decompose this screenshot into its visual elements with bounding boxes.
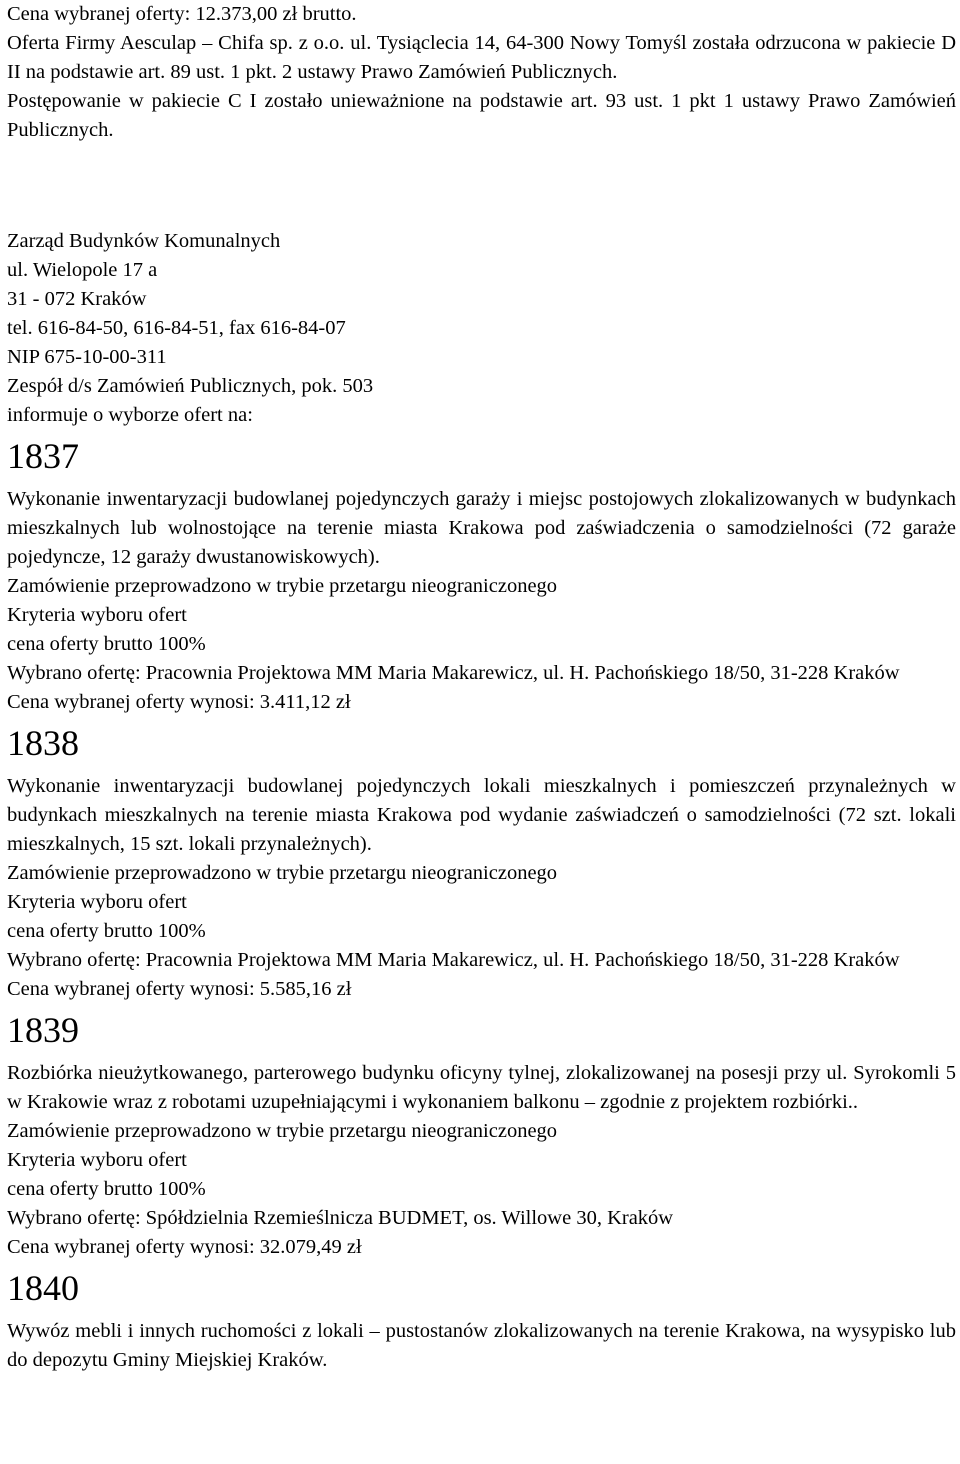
tender-mode: Zamówienie przeprowadzono w trybie przetargu nieograniczonego: [7, 862, 558, 884]
document-page: [7, 0, 956, 1375]
price-line: Cena wybranej oferty wynosi: 32.079,49 zł: [7, 1236, 362, 1258]
criteria-value: cena oferty brutto 100%: [7, 1178, 206, 1200]
tender-description: Wywóz mebli i innych ruchomości z lokali – pustostanów zlokalizowanych na terenie Krakowa, na wysypisko lub do depozytu Gminy Miejskiej Kraków.: [7, 1320, 956, 1371]
tender-number: 1837: [7, 436, 79, 476]
winner-line: Wybrano ofertę: Pracownia Projektowa MM Maria Makarewicz, ul. H. Pachońskiego 18/50, 31-228 Kraków: [7, 662, 900, 684]
price-line: Cena wybranej oferty wynosi: 3.411,12 zł: [7, 691, 351, 713]
tender-number: 1840: [7, 1268, 79, 1308]
tender-section-1839: [7, 1010, 956, 1262]
top-price-line: Cena wybranej oferty: 12.373,00 zł brutto.: [7, 3, 357, 25]
tender-mode: Zamówienie przeprowadzono w trybie przetargu nieograniczonego: [7, 575, 558, 597]
org-dept: Zespół d/s Zamówień Publicznych, pok. 503: [7, 375, 374, 397]
org-header: [7, 227, 956, 430]
org-name: Zarząd Budynków Komunalnych: [7, 230, 281, 252]
tender-description: Wykonanie inwentaryzacji budowlanej pojedynczych lokali mieszkalnych i pomieszczeń przynależnych w budynkach mieszkalnych na terenie miasta Krakowa pod wydanie zaświadczeń o samodzielności (72 szt. lokali mieszkalnych, 15 szt. lokali przynależnych).: [7, 775, 956, 855]
tender-description: Rozbiórka nieużytkowanego, parterowego budynku oficyny tylnej, zlokalizowanej na posesji przy ul. Syrokomli 5 w Krakowie wraz z robotami uzupełniającymi i wykonaniem balkonu – zgodnie z projektem rozbiórki..: [7, 1062, 956, 1113]
tender-number: 1839: [7, 1010, 79, 1050]
price-line: Cena wybranej oferty wynosi: 5.585,16 zł: [7, 978, 352, 1000]
criteria-label: Kryteria wyboru ofert: [7, 604, 187, 626]
criteria-value: cena oferty brutto 100%: [7, 920, 206, 942]
tender-section-1840: [7, 1268, 956, 1375]
tender-mode: Zamówienie przeprowadzono w trybie przetargu nieograniczonego: [7, 1120, 558, 1142]
criteria-value: cena oferty brutto 100%: [7, 633, 206, 655]
tender-section-1837: [7, 436, 956, 717]
tender-number: 1838: [7, 723, 79, 763]
annulment-paragraph: Postępowanie w pakiecie C I zostało unieważnione na podstawie art. 93 ust. 1 pkt 1 ustawy Prawo Zamówień Publicznych.: [7, 90, 956, 141]
tender-section-1838: [7, 723, 956, 1004]
org-city: 31 - 072 Kraków: [7, 288, 147, 310]
criteria-label: Kryteria wyboru ofert: [7, 891, 187, 913]
winner-line: Wybrano ofertę: Spółdzielnia Rzemieślnicza BUDMET, os. Willowe 30, Kraków: [7, 1207, 674, 1229]
rejection-paragraph: Oferta Firmy Aesculap – Chifa sp. z o.o. ul. Tysiąclecia 14, 64-300 Nowy Tomyśl została odrzucona w pakiecie D II na podstawie art. 89 ust. 1 pkt. 2 ustawy Prawo Zamówień Publicznych.: [7, 32, 956, 83]
intro-line: informuje o wyborze ofert na:: [7, 404, 253, 426]
winner-line: Wybrano ofertę: Pracownia Projektowa MM Maria Makarewicz, ul. H. Pachońskiego 18/50, 31-228 Kraków: [7, 949, 900, 971]
tender-description: Wykonanie inwentaryzacji budowlanej pojedynczych garaży i miejsc postojowych zlokalizowanych w budynkach mieszkalnych lub wolnostojące na terenie miasta Krakowa pod zaświadczenia o samodzielności (72 garaże pojedyncze, 12 garaży dwustanowiskowych).: [7, 488, 956, 568]
org-phone: tel. 616-84-50, 616-84-51, fax 616-84-07: [7, 317, 346, 339]
org-street: ul. Wielopole 17 a: [7, 259, 158, 281]
org-nip: NIP 675-10-00-311: [7, 346, 167, 368]
criteria-label: Kryteria wyboru ofert: [7, 1149, 187, 1171]
spacer: [7, 145, 956, 227]
